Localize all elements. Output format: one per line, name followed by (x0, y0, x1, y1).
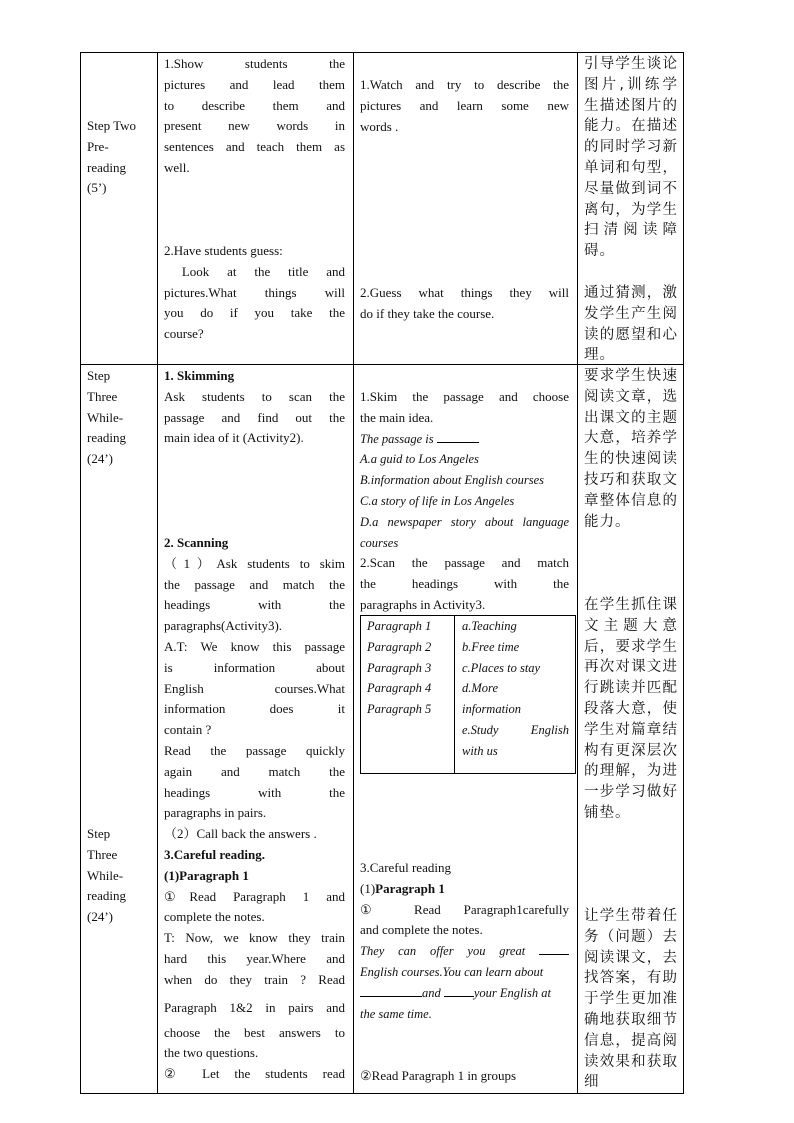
text-line: pictures.What things will (164, 284, 345, 300)
step-line: Step (87, 368, 111, 383)
passage-is-line (360, 429, 569, 450)
text-line: course? (164, 326, 204, 342)
text-line: pictures and learn some new (360, 97, 569, 113)
text-line: Ask students to scan the (164, 388, 345, 404)
step-line: reading (87, 888, 126, 904)
text-line: words . (360, 118, 399, 134)
step-line: Three (87, 846, 118, 862)
table-divider-1 (157, 52, 158, 1094)
heading-option: a.Teaching (462, 619, 517, 633)
step-three-label-bottom (87, 824, 153, 928)
table-border-left (80, 52, 81, 1094)
notes-text: your English at (473, 985, 551, 1000)
text-line: complete the notes. (164, 909, 265, 925)
notes-text: They can offer you great (360, 944, 526, 959)
step-line: Three (87, 388, 118, 404)
step-line: Step (87, 826, 111, 841)
option-c: C.a story of life in Los Angeles (360, 493, 515, 508)
text-line: information does it (164, 701, 345, 717)
text-line: hard this year.Where and (164, 950, 345, 966)
text-line: ② Let the students read (164, 1066, 345, 1082)
purpose-scanning: 在学生抓住课文主题大意后，要求学生再次对课文进行跳读并匹配段落大意，使学生对篇章结构有更深层次的理解，为进一步学习做好铺垫。 (584, 597, 678, 821)
para1-bold: Paragraph 1 (375, 880, 445, 896)
heading-option: c.Places to stay (462, 660, 541, 675)
careful-reading-heading: 3.Careful reading. (164, 847, 265, 862)
text-line: headings with the (164, 597, 345, 613)
answer-blank (437, 430, 479, 443)
matching-table (360, 615, 576, 774)
notes-blank (444, 984, 474, 997)
option-b: B.information about English courses (360, 473, 545, 488)
text-line: again and match the (164, 763, 345, 779)
teacher-scanning (164, 533, 345, 845)
step-line: While- (87, 867, 124, 883)
option-d: D.a newspaper story about language (360, 514, 569, 529)
text-line: ① Read Paragraph1carefully (360, 901, 569, 917)
notes-line (360, 941, 569, 962)
text-line: 1.Watch and try to describe the (360, 77, 569, 92)
text-line: the two questions. (164, 1045, 259, 1061)
paragraph-column (361, 616, 455, 773)
heading-option: information (462, 702, 522, 717)
text-line: the main idea. (360, 409, 434, 425)
text-line: Paragraph 1&2 in pairs and (164, 999, 345, 1015)
purpose-careful-reading: 让学生带着任务（问题）去阅读课文，去找答案，有助于学生更加准确地获取细节信息，提高阅读效果和获取细 (584, 908, 678, 1091)
option-a: A.a guid to Los Angeles (360, 452, 479, 467)
table-border-top (80, 52, 684, 53)
step-three-label-top (87, 366, 153, 470)
text-line: （1）Ask students to skim (164, 555, 345, 571)
purpose-pre-reading-2: 通过猜测，激发学生产生阅读的愿望和心理。 (584, 285, 678, 364)
text-line: English courses.What (164, 680, 345, 696)
text-line: headings with the (164, 784, 345, 800)
heading-option: d.More (462, 681, 498, 696)
text-line: 2.Guess what things they will (360, 285, 569, 300)
paragraph-1-heading: (1)Paragraph 1 (164, 867, 249, 883)
passage-is-text: The passage is (360, 431, 434, 446)
heading-option: with us (462, 743, 498, 758)
student-activity-while-reading (360, 387, 569, 616)
heading-option: e.Study English (462, 722, 569, 737)
skimming-heading: 1. Skimming (164, 368, 235, 383)
text-line: paragraphs in Activity3. (360, 596, 486, 612)
notes-line (360, 983, 569, 1004)
text-line: the headings with the (360, 576, 569, 592)
heading-option: b.Free time (462, 639, 520, 654)
step-line: Pre- (87, 138, 109, 154)
step-line: While- (87, 409, 124, 425)
paragraph-label: Paragraph 3 (367, 660, 432, 675)
notes-line: the same time. (360, 1006, 432, 1021)
notes-line: English courses.You can learn about (360, 964, 544, 979)
text-line: when do they train ? Read (164, 971, 345, 987)
text-line: you do if you take the (164, 305, 345, 321)
teacher-activity-pre-reading (164, 54, 345, 179)
step-line: reading (87, 430, 126, 446)
paragraph-label: Paragraph 4 (367, 681, 432, 696)
text-line: do if they take the course. (360, 305, 495, 321)
text-line: passage and find out the (164, 409, 345, 425)
read-in-groups: ②Read Paragraph 1 in groups (360, 1068, 517, 1083)
heading-column (456, 616, 575, 762)
text-line: 1.Skim the passage and choose (360, 389, 569, 404)
student-guess-task (360, 283, 569, 325)
text-line: well. (164, 159, 190, 175)
student-careful-reading (360, 858, 569, 1024)
text-line: 1.Show students the (164, 56, 345, 71)
step-line: reading (87, 159, 126, 175)
notes-text: and (422, 985, 441, 1000)
paragraph-label: Paragraph 5 (367, 702, 432, 717)
step-line: (24’) (87, 909, 113, 925)
text-line: A.T: We know this passage (164, 638, 345, 654)
purpose-pre-reading-1: 引导学生谈论图片,训练学生描述图片的能力。在描述的同时学习新单词和句型，尽量做到词不离句，为学生扫清阅读障碍。 (584, 56, 678, 260)
text-line: pictures and lead them (164, 76, 345, 92)
paragraph-label: Paragraph 1 (367, 619, 432, 633)
text-line: Look at the title and (164, 263, 345, 279)
teacher-activity-while-reading (164, 366, 345, 449)
text-line: 2.Have students guess: (164, 243, 283, 258)
purpose-skimming: 要求学生快速阅读文章，选出课文的主题大意，培养学生的快速阅读技巧和获取文章整体信息的能力。 (584, 368, 678, 530)
student-activity-pre-reading (360, 75, 569, 137)
text-line: and complete the notes. (360, 922, 483, 938)
text-line: Read the passage quickly (164, 742, 345, 758)
notes-blank (360, 984, 422, 997)
text-line: present new words in (164, 118, 345, 134)
table-divider-2 (353, 52, 354, 1094)
text-line: （2）Call back the answers . (164, 826, 317, 842)
paragraph-1-heading (360, 879, 569, 900)
text-line: paragraphs in pairs. (164, 805, 267, 821)
text-line: 2.Scan the passage and match (360, 555, 569, 571)
text-line: the passage and match the (164, 576, 345, 592)
notes-blank (539, 942, 569, 955)
teacher-careful-reading (164, 845, 345, 1085)
text-line: ①Read Paragraph 1 and (164, 888, 345, 904)
step-line: Step Two (87, 118, 137, 133)
scanning-heading: 2. Scanning (164, 535, 229, 550)
table-border-right (683, 52, 684, 1094)
paragraph-label: Paragraph 2 (367, 639, 432, 654)
text-line: contain ? (164, 722, 212, 738)
option-d-cont: courses (360, 535, 399, 550)
text-line: sentences and teach them as (164, 139, 345, 155)
table-divider-3 (577, 52, 578, 1094)
text-line: main idea of it (Activity2). (164, 430, 304, 446)
text-line: T: Now, we know they train (164, 930, 345, 946)
teacher-guess-task (164, 241, 345, 345)
careful-reading-heading: 3.Careful reading (360, 860, 451, 875)
text-line: to describe them and (164, 97, 345, 113)
text-line: paragraphs(Activity3). (164, 618, 283, 634)
text-line: is information about (164, 659, 345, 675)
para1-prefix: (1) (360, 880, 376, 896)
step-line: (5’) (87, 180, 107, 196)
text-line: choose the best answers to (164, 1024, 345, 1040)
step-two-label (87, 116, 153, 199)
step-line: (24’) (87, 451, 113, 467)
